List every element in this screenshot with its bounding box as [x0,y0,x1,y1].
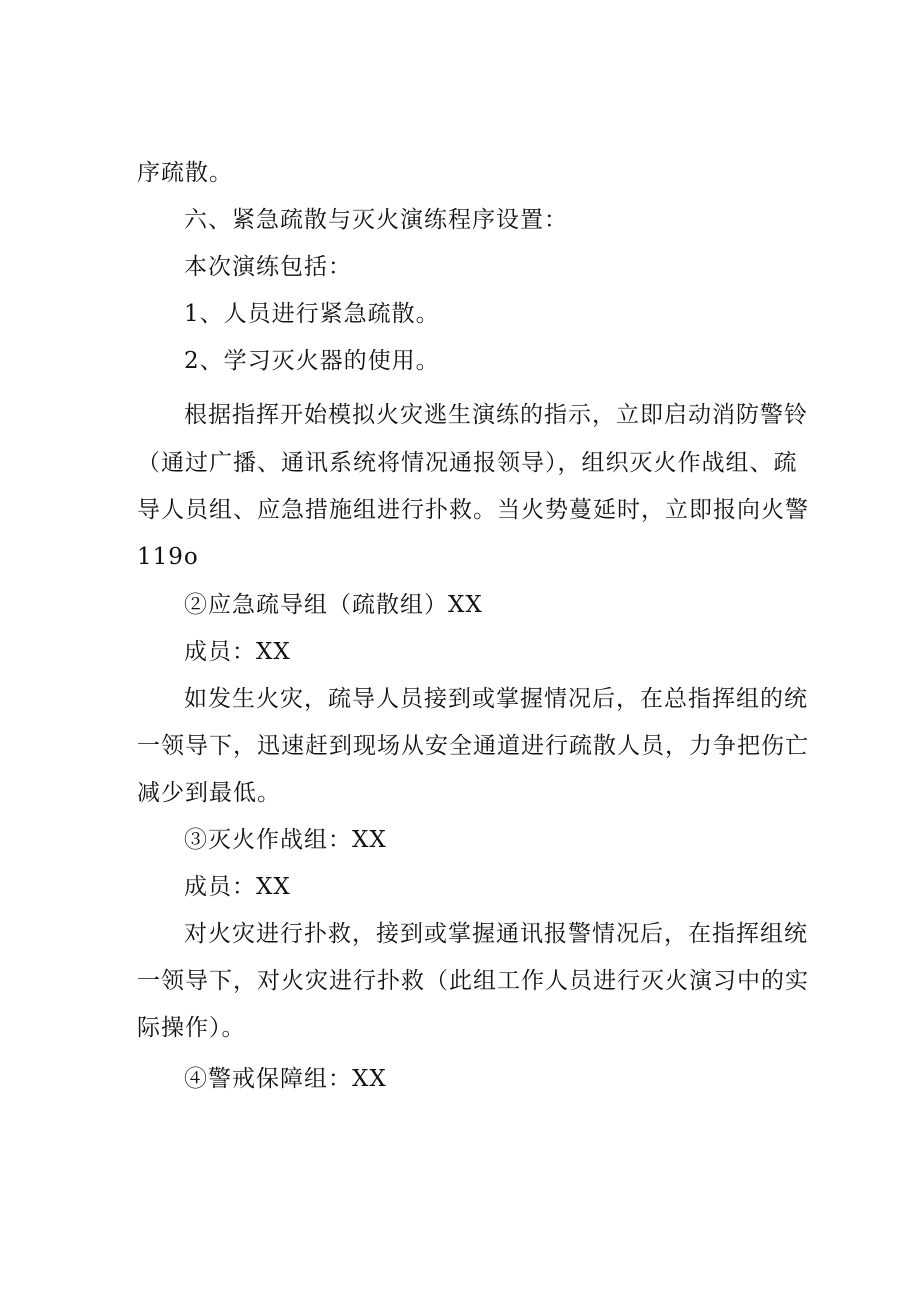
text-line: 序疏散。 [137,160,233,186]
text-line: 本次演练包括： [184,254,352,280]
paragraph-line: 际操作）。 [137,1015,246,1041]
section-heading: 六、紧急疏散与灭火演练程序设置： [184,207,568,233]
list-item: 2、学习灭火器的使用。 [184,348,440,374]
paragraph-line: 如发生火灾，疏导人员接到或掌握情况后，在总指挥组的统 [184,686,808,712]
members-line: 成员：XX [184,874,291,900]
group-heading: ②应急疏导组（疏散组）XX [184,592,483,618]
list-item: 1、人员进行紧急疏散。 [184,301,440,327]
group-heading: ④警戒保障组：XX [184,1066,387,1092]
paragraph-line: 119o [137,544,199,570]
members-line: 成员：XX [184,639,291,665]
paragraph-line: （通过广播、通讯系统将情况通报领导），组织灭火作战组、疏 [137,450,798,476]
group-heading: ③灭火作战组：XX [184,827,387,853]
paragraph-line: 一领导下，迅速赶到现场从安全通道进行疏散人员，力争把伤亡 [137,733,809,759]
paragraph-line: 一领导下，对火灾进行扑救（此组工作人员进行灭火演习中的实 [137,968,809,994]
paragraph-line: 根据指挥开始模拟火灾逃生演练的指示，立即启动消防警铃 [184,402,808,428]
paragraph-line: 对火灾进行扑救，接到或掌握通讯报警情况后，在指挥组统 [184,921,808,947]
paragraph-line: 导人员组、应急措施组进行扑救。当火势蔓延时，立即报向火警 [137,497,809,523]
paragraph-line: 减少到最低。 [137,780,281,806]
